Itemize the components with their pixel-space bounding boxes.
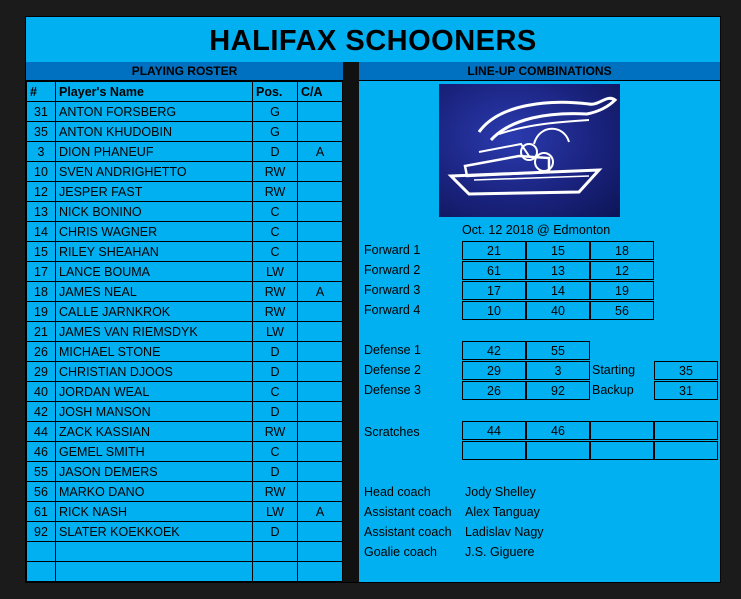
defense-pair-label: Defense 1 <box>364 343 421 357</box>
scratch-slot[interactable] <box>654 421 718 440</box>
cell-player-name[interactable]: RICK NASH <box>56 502 253 522</box>
cell-player-name[interactable]: ANTON KHUDOBIN <box>56 122 253 142</box>
table-row <box>27 542 343 562</box>
forward-line-label: Forward 2 <box>364 263 421 277</box>
cell-number[interactable]: 61 <box>27 502 56 522</box>
cell-number[interactable]: 29 <box>27 362 56 382</box>
defense-slot[interactable]: 26 <box>462 381 526 400</box>
cell-captaincy[interactable] <box>298 422 343 442</box>
forward-slot[interactable]: 21 <box>462 241 526 260</box>
goalie-slot[interactable]: 35 <box>654 361 718 380</box>
coach-role-label: Assistant coach <box>364 505 452 519</box>
table-row <box>27 262 343 282</box>
roster-sheet <box>25 16 721 583</box>
cell-player-name[interactable]: SVEN ANDRIGHETTO <box>56 162 253 182</box>
defense-pair-label: Defense 2 <box>364 363 421 377</box>
scratch-slot[interactable]: 46 <box>526 421 590 440</box>
table-row <box>27 102 343 122</box>
cell-player-name[interactable]: CALLE JARNKROK <box>56 302 253 322</box>
coach-name: Alex Tanguay <box>465 505 540 519</box>
cell-number[interactable]: 40 <box>27 382 56 402</box>
cell-number[interactable]: 19 <box>27 302 56 322</box>
cell-captaincy[interactable] <box>298 202 343 222</box>
cell-player-name[interactable]: RILEY SHEAHAN <box>56 242 253 262</box>
cell-number[interactable]: 55 <box>27 462 56 482</box>
cell-number[interactable]: 18 <box>27 282 56 302</box>
cell-position[interactable]: D <box>253 362 298 382</box>
forward-slot[interactable]: 19 <box>590 281 654 300</box>
cell-position[interactable] <box>253 562 298 582</box>
cell-captaincy[interactable] <box>298 322 343 342</box>
table-row <box>27 462 343 482</box>
table-row <box>27 342 343 362</box>
cell-captaincy[interactable] <box>298 182 343 202</box>
roster-header: PLAYING ROSTER <box>26 62 343 81</box>
goalie-role-label: Backup <box>592 383 634 397</box>
col-header-name: Player's Name <box>56 82 253 102</box>
table-row <box>27 222 343 242</box>
cell-number[interactable]: 21 <box>27 322 56 342</box>
cell-number[interactable]: 10 <box>27 162 56 182</box>
scratch-slot[interactable] <box>590 421 654 440</box>
forward-slot[interactable]: 61 <box>462 261 526 280</box>
coach-role-label: Goalie coach <box>364 545 437 559</box>
cell-player-name[interactable]: LANCE BOUMA <box>56 262 253 282</box>
forward-slot[interactable]: 17 <box>462 281 526 300</box>
table-row <box>27 302 343 322</box>
cell-player-name[interactable] <box>56 542 253 562</box>
cell-number[interactable]: 42 <box>27 402 56 422</box>
scratch-slot[interactable] <box>590 441 654 460</box>
roster-table <box>26 81 343 582</box>
cell-position[interactable]: RW <box>253 282 298 302</box>
table-row <box>27 182 343 202</box>
table-row <box>27 482 343 502</box>
cell-position[interactable] <box>253 542 298 562</box>
cell-number[interactable]: 14 <box>27 222 56 242</box>
defense-slot[interactable]: 42 <box>462 341 526 360</box>
cell-captaincy[interactable]: A <box>298 142 343 162</box>
cell-captaincy[interactable]: A <box>298 502 343 522</box>
table-row <box>27 322 343 342</box>
cell-position[interactable]: RW <box>253 182 298 202</box>
forward-line-label: Forward 3 <box>364 283 421 297</box>
lineup-header: LINE-UP COMBINATIONS <box>359 62 720 81</box>
cell-position[interactable]: G <box>253 122 298 142</box>
coach-name: Jody Shelley <box>465 485 536 499</box>
col-header-number: # <box>27 82 56 102</box>
table-row <box>27 562 343 582</box>
cell-position[interactable]: D <box>253 142 298 162</box>
table-row <box>27 142 343 162</box>
cell-position[interactable]: C <box>253 382 298 402</box>
defense-slot[interactable]: 29 <box>462 361 526 380</box>
coach-role-label: Head coach <box>364 485 431 499</box>
table-row <box>27 202 343 222</box>
cell-player-name[interactable]: JAMES NEAL <box>56 282 253 302</box>
cell-captaincy[interactable] <box>298 162 343 182</box>
defense-slot[interactable]: 55 <box>526 341 590 360</box>
cell-player-name[interactable]: JESPER FAST <box>56 182 253 202</box>
forward-slot[interactable]: 18 <box>590 241 654 260</box>
cell-position[interactable]: G <box>253 102 298 122</box>
cell-number[interactable]: 17 <box>27 262 56 282</box>
goalie-slot[interactable]: 31 <box>654 381 718 400</box>
forward-slot[interactable]: 14 <box>526 281 590 300</box>
table-row <box>27 122 343 142</box>
scratch-slot[interactable] <box>654 441 718 460</box>
cell-player-name[interactable]: GEMEL SMITH <box>56 442 253 462</box>
table-row <box>27 362 343 382</box>
cell-captaincy[interactable] <box>298 542 343 562</box>
cell-position[interactable]: RW <box>253 422 298 442</box>
table-row <box>27 502 343 522</box>
table-row <box>27 242 343 262</box>
forward-slot[interactable]: 10 <box>462 301 526 320</box>
coach-name: Ladislav Nagy <box>465 525 544 539</box>
table-row <box>27 442 343 462</box>
cell-number[interactable]: 13 <box>27 202 56 222</box>
cell-player-name[interactable]: ANTON FORSBERG <box>56 102 253 122</box>
cell-player-name[interactable]: MARKO DANO <box>56 482 253 502</box>
defense-pair-label: Defense 3 <box>364 383 421 397</box>
cell-captaincy[interactable] <box>298 402 343 422</box>
table-row <box>27 162 343 182</box>
cell-number[interactable]: 26 <box>27 342 56 362</box>
scratch-slot[interactable] <box>526 441 590 460</box>
cell-captaincy[interactable] <box>298 562 343 582</box>
cell-position[interactable]: RW <box>253 302 298 322</box>
cell-player-name[interactable]: CHRISTIAN DJOOS <box>56 362 253 382</box>
cell-number[interactable]: 35 <box>27 122 56 142</box>
forward-slot[interactable]: 40 <box>526 301 590 320</box>
table-row <box>27 422 343 442</box>
cell-captaincy[interactable] <box>298 462 343 482</box>
scratches-label: Scratches <box>364 425 420 439</box>
defense-slot[interactable]: 3 <box>526 361 590 380</box>
cell-position[interactable]: LW <box>253 502 298 522</box>
cell-number[interactable]: 3 <box>27 142 56 162</box>
cell-number[interactable]: 31 <box>27 102 56 122</box>
forward-slot[interactable]: 13 <box>526 261 590 280</box>
cell-captaincy[interactable] <box>298 482 343 502</box>
cell-captaincy[interactable] <box>298 222 343 242</box>
team-title: HALIFAX SCHOONERS <box>209 25 537 57</box>
cell-position[interactable]: D <box>253 342 298 362</box>
cell-captaincy[interactable] <box>298 382 343 402</box>
cell-player-name[interactable]: JOSH MANSON <box>56 402 253 422</box>
cell-number[interactable]: 92 <box>27 522 56 542</box>
cell-number[interactable]: 56 <box>27 482 56 502</box>
cell-player-name[interactable]: JASON DEMERS <box>56 462 253 482</box>
table-row <box>27 382 343 402</box>
column-divider <box>343 62 359 582</box>
cell-number[interactable] <box>27 542 56 562</box>
cell-position[interactable]: C <box>253 202 298 222</box>
forward-line-label: Forward 1 <box>364 243 421 257</box>
cell-position[interactable]: RW <box>253 482 298 502</box>
forward-slot[interactable]: 15 <box>526 241 590 260</box>
col-header-pos: Pos. <box>253 82 298 102</box>
cell-captaincy[interactable] <box>298 242 343 262</box>
forward-slot[interactable]: 12 <box>590 261 654 280</box>
cell-player-name[interactable]: JAMES VAN RIEMSDYK <box>56 322 253 342</box>
forward-line-label: Forward 4 <box>364 303 421 317</box>
cell-number[interactable]: 15 <box>27 242 56 262</box>
defense-slot[interactable]: 92 <box>526 381 590 400</box>
cell-player-name[interactable]: SLATER KOEKKOEK <box>56 522 253 542</box>
coach-role-label: Assistant coach <box>364 525 452 539</box>
cell-captaincy[interactable] <box>298 102 343 122</box>
game-info: Oct. 12 2018 @ Edmonton <box>462 223 611 237</box>
cell-captaincy[interactable] <box>298 342 343 362</box>
cell-player-name[interactable]: DION PHANEUF <box>56 142 253 162</box>
cell-captaincy[interactable] <box>298 442 343 462</box>
scratch-slot[interactable]: 44 <box>462 421 526 440</box>
cell-number[interactable]: 46 <box>27 442 56 462</box>
ship-logo-icon <box>439 84 620 217</box>
cell-position[interactable]: LW <box>253 262 298 282</box>
forward-slot[interactable]: 56 <box>590 301 654 320</box>
cell-position[interactable]: D <box>253 522 298 542</box>
cell-position[interactable]: LW <box>253 322 298 342</box>
cell-player-name[interactable]: MICHAEL STONE <box>56 342 253 362</box>
cell-position[interactable]: C <box>253 222 298 242</box>
cell-player-name[interactable]: JORDAN WEAL <box>56 382 253 402</box>
table-row <box>27 402 343 422</box>
cell-position[interactable]: D <box>253 462 298 482</box>
cell-player-name[interactable]: ZACK KASSIAN <box>56 422 253 442</box>
cell-player-name[interactable] <box>56 562 253 582</box>
cell-number[interactable]: 12 <box>27 182 56 202</box>
coach-name: J.S. Giguere <box>465 545 535 559</box>
table-row <box>27 522 343 542</box>
cell-number[interactable]: 44 <box>27 422 56 442</box>
col-header-ca: C/A <box>298 82 343 102</box>
cell-captaincy[interactable] <box>298 262 343 282</box>
cell-position[interactable]: RW <box>253 162 298 182</box>
cell-captaincy[interactable]: A <box>298 282 343 302</box>
cell-position[interactable]: C <box>253 242 298 262</box>
scratch-slot[interactable] <box>462 441 526 460</box>
cell-captaincy[interactable] <box>298 122 343 142</box>
cell-position[interactable]: D <box>253 402 298 422</box>
cell-player-name[interactable]: NICK BONINO <box>56 202 253 222</box>
cell-captaincy[interactable] <box>298 302 343 322</box>
goalie-role-label: Starting <box>592 363 636 377</box>
cell-player-name[interactable]: CHRIS WAGNER <box>56 222 253 242</box>
cell-captaincy[interactable] <box>298 522 343 542</box>
cell-number[interactable] <box>27 562 56 582</box>
cell-captaincy[interactable] <box>298 362 343 382</box>
cell-position[interactable]: C <box>253 442 298 462</box>
table-row <box>27 282 343 302</box>
